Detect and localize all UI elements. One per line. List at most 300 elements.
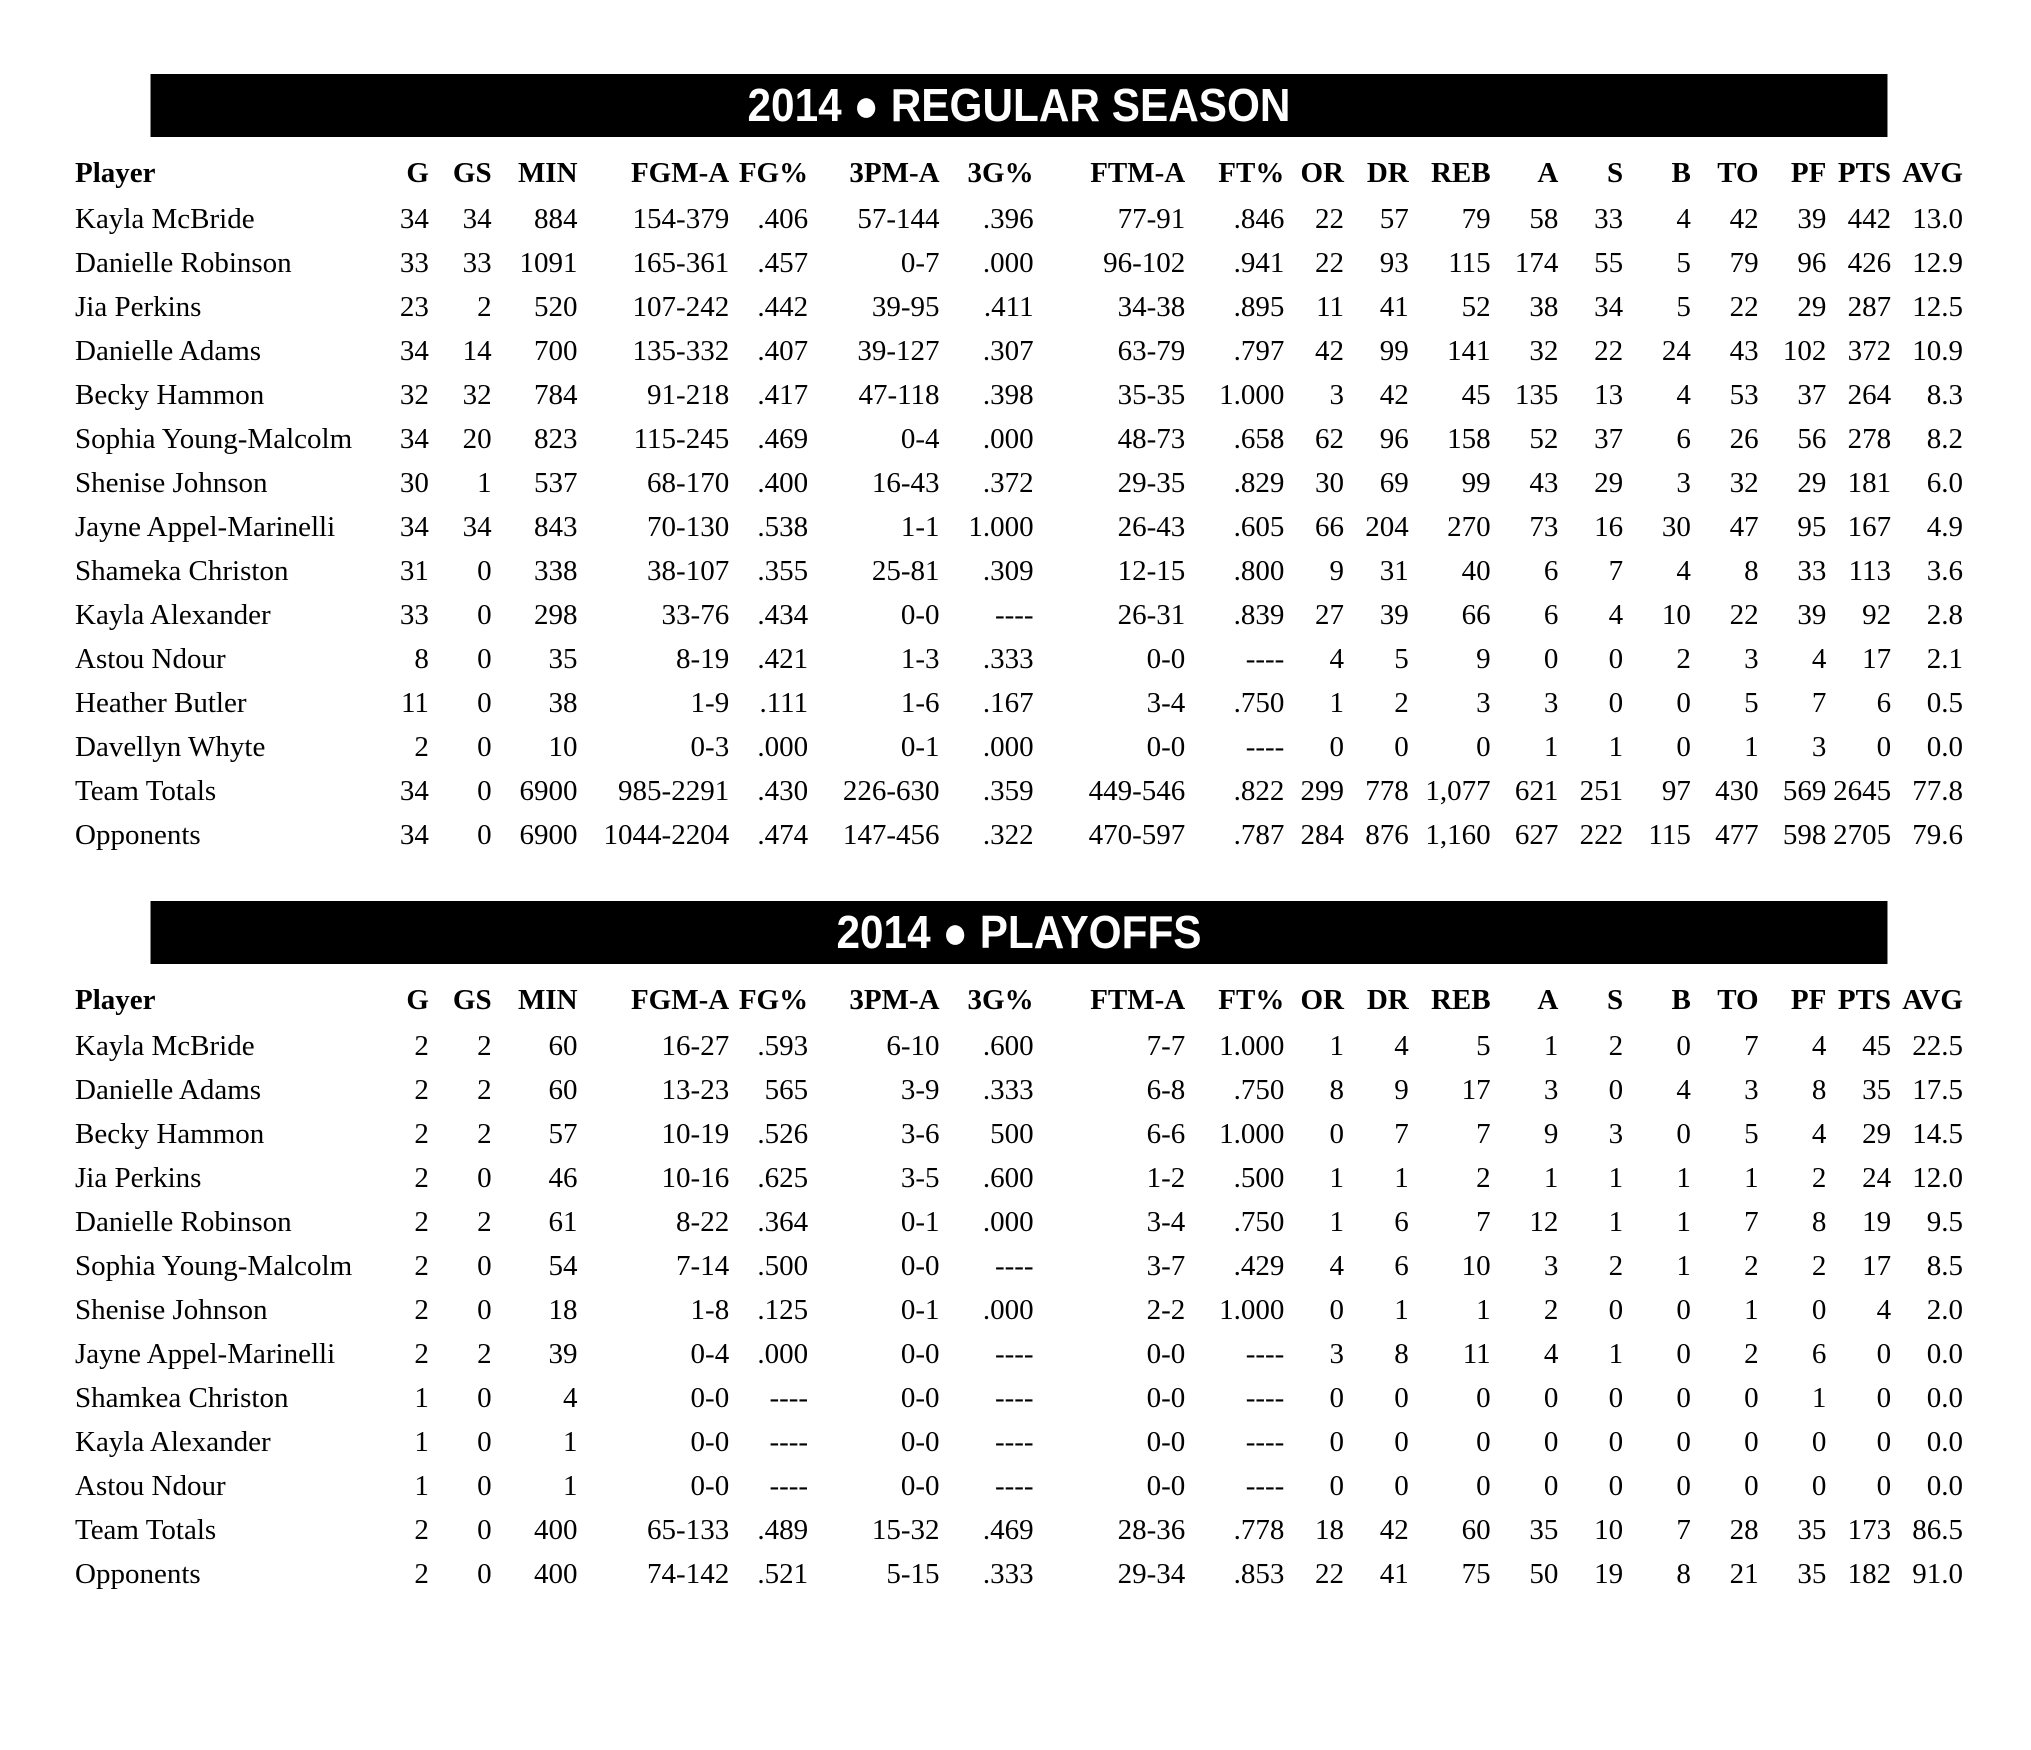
stat-cell: 0-1 xyxy=(900,1294,940,1326)
column-header: PF xyxy=(1790,157,1827,189)
stat-cell: 24 xyxy=(1661,335,1691,367)
stat-cell: 7-14 xyxy=(676,1250,730,1282)
stat-cell: 35 xyxy=(1862,1074,1892,1106)
stat-cell: 2 xyxy=(414,1250,429,1282)
stat-cell: ---- xyxy=(994,1470,1034,1502)
stat-cell: 1.000 xyxy=(1219,1118,1285,1150)
stat-cell: 167 xyxy=(1847,511,1892,543)
stat-cell: 5 xyxy=(1676,291,1691,323)
header-row xyxy=(75,976,1963,1024)
stat-cell: 181 xyxy=(1847,467,1892,499)
stat-cell: .600 xyxy=(982,1162,1034,1194)
column-header: FG% xyxy=(738,984,809,1016)
stat-cell: 2 xyxy=(1394,687,1409,719)
stat-cell: 1 xyxy=(477,467,492,499)
stat-cell: 19 xyxy=(1862,1206,1892,1238)
stat-cell: 8 xyxy=(1811,1206,1827,1238)
stat-cell: 3 xyxy=(1543,687,1559,719)
stat-cell: 621 xyxy=(1514,775,1559,807)
stat-cell: 2 xyxy=(414,1074,429,1106)
stat-cell: .593 xyxy=(757,1030,809,1062)
stat-cell: 843 xyxy=(534,511,578,543)
stat-cell: 0 xyxy=(1608,1294,1624,1326)
stat-cell: 22 xyxy=(1315,1558,1344,1590)
stat-cell: 1 xyxy=(1676,1162,1691,1194)
stat-cell: ---- xyxy=(994,599,1034,631)
stat-cell: 7 xyxy=(1476,1118,1491,1150)
stat-cell: .625 xyxy=(757,1162,809,1194)
stat-cell: 79 xyxy=(1461,203,1491,235)
stat-cell: 30 xyxy=(1315,467,1344,499)
stat-cell: 477 xyxy=(1715,819,1759,851)
stat-cell: 8 xyxy=(1394,1338,1409,1370)
stat-cell: 15-32 xyxy=(871,1514,940,1546)
player-name-cell: Jia Perkins xyxy=(75,291,202,323)
stat-cell: 500 xyxy=(990,1118,1034,1150)
stat-cell: 1 xyxy=(1543,1162,1559,1194)
stat-cell: .406 xyxy=(757,203,809,235)
table-row xyxy=(75,1508,1963,1552)
stat-cell: 1 xyxy=(414,1382,429,1414)
stat-cell: 0-0 xyxy=(900,1382,940,1414)
stat-cell: 3 xyxy=(1676,467,1691,499)
stat-cell: 2.8 xyxy=(1926,599,1963,631)
stat-cell: 0 xyxy=(477,599,492,631)
stat-cell: 60 xyxy=(548,1030,578,1062)
stat-cell: 147-456 xyxy=(842,819,940,851)
stat-cell: 1-1 xyxy=(900,511,940,543)
stat-cell: .333 xyxy=(982,1558,1034,1590)
stat-cell: 372 xyxy=(1847,335,1892,367)
stat-cell: 12.5 xyxy=(1912,291,1963,323)
stat-cell: 0 xyxy=(1329,1118,1344,1150)
stat-cell: ---- xyxy=(1245,731,1285,763)
stat-cell: 7 xyxy=(1811,687,1827,719)
player-name-cell: Heather Butler xyxy=(75,687,247,719)
stat-cell: 3 xyxy=(1744,643,1759,675)
player-name-cell: Shenise Johnson xyxy=(75,1294,268,1326)
stat-cell: 0.0 xyxy=(1926,1338,1963,1370)
stat-cell: 43 xyxy=(1529,467,1559,499)
stat-cell: 2 xyxy=(477,1338,492,1370)
stat-cell: 69 xyxy=(1379,467,1409,499)
stat-cell: 6-6 xyxy=(1146,1118,1186,1150)
stat-cell: 99 xyxy=(1461,467,1491,499)
stat-cell: 0 xyxy=(1329,731,1344,763)
stat-cell: 9 xyxy=(1329,555,1344,587)
stat-cell: 6900 xyxy=(519,775,578,807)
column-header: B xyxy=(1671,157,1691,189)
column-header-player: Player xyxy=(75,984,156,1016)
stat-cell: 34-38 xyxy=(1117,291,1186,323)
stat-cell: 33 xyxy=(462,247,492,279)
table-row xyxy=(75,329,1963,373)
stat-cell: 66 xyxy=(1461,599,1491,631)
stat-cell: 9 xyxy=(1476,643,1491,675)
stat-cell: 33 xyxy=(399,599,429,631)
stat-cell: 7 xyxy=(1676,1514,1691,1546)
column-header: PF xyxy=(1790,984,1827,1016)
stat-cell: 16 xyxy=(1594,511,1624,543)
column-header: A xyxy=(1537,984,1559,1016)
stat-cell: 8 xyxy=(1329,1074,1344,1106)
stat-cell: 470-597 xyxy=(1088,819,1186,851)
stat-cell: 40 xyxy=(1461,555,1491,587)
stat-cell: 2 xyxy=(414,1558,429,1590)
stat-cell: 1 xyxy=(1608,1206,1624,1238)
column-header: FTM-A xyxy=(1090,157,1186,189)
player-name-cell: Jia Perkins xyxy=(75,1162,202,1194)
stat-cell: 99 xyxy=(1379,335,1409,367)
stat-cell: 0.0 xyxy=(1926,1382,1963,1414)
stat-cell: 8 xyxy=(1676,1558,1691,1590)
stat-cell: 0-0 xyxy=(900,599,940,631)
stat-cell: 1.000 xyxy=(1219,1030,1285,1062)
stat-cell: 1 xyxy=(1394,1294,1409,1326)
stat-cell: .521 xyxy=(757,1558,809,1590)
stat-cell: .000 xyxy=(982,731,1034,763)
player-name-cell: Opponents xyxy=(75,1558,201,1590)
stat-cell: 1 xyxy=(414,1426,429,1458)
stat-cell: 29 xyxy=(1797,467,1827,499)
stat-cell: 0 xyxy=(1394,1426,1409,1458)
stat-cell: 32 xyxy=(462,379,492,411)
stat-cell: 77.8 xyxy=(1912,775,1963,807)
stat-cell: 0 xyxy=(1744,1382,1759,1414)
stat-cell: 0-0 xyxy=(1146,643,1186,675)
table-row xyxy=(75,549,1963,593)
stat-cell: 0 xyxy=(477,1514,492,1546)
stat-cell: 35 xyxy=(1529,1514,1559,1546)
stat-cell: .750 xyxy=(1233,1206,1285,1238)
stat-cell: 13-23 xyxy=(661,1074,730,1106)
stat-cell: 113 xyxy=(1848,555,1892,587)
stat-cell: 42 xyxy=(1379,1514,1409,1546)
stat-cell: 0 xyxy=(1476,1382,1491,1414)
stat-cell: 55 xyxy=(1594,247,1624,279)
stat-cell: .396 xyxy=(982,203,1034,235)
stat-cell: 1.000 xyxy=(968,511,1034,543)
stat-cell: 47-118 xyxy=(858,379,940,411)
stat-cell: 884 xyxy=(534,203,578,235)
stat-cell: 2 xyxy=(414,1338,429,1370)
table-row xyxy=(75,1332,1963,1376)
stat-cell: ---- xyxy=(1245,1338,1285,1370)
player-name-cell: Danielle Adams xyxy=(75,1074,262,1106)
stat-cell: 39 xyxy=(548,1338,578,1370)
stat-cell: 204 xyxy=(1365,511,1409,543)
stat-cell: 0-0 xyxy=(900,1470,940,1502)
stat-cell: .434 xyxy=(757,599,809,631)
player-name-cell: Kayla Alexander xyxy=(75,1426,271,1458)
stat-cell: .411 xyxy=(983,291,1034,323)
stat-cell: 7 xyxy=(1744,1206,1759,1238)
column-header: REB xyxy=(1430,157,1491,189)
column-header: REB xyxy=(1430,984,1491,1016)
stat-cell: 26-43 xyxy=(1117,511,1186,543)
stat-cell: 876 xyxy=(1365,819,1409,851)
stat-cell: 4 xyxy=(563,1382,578,1414)
table-row xyxy=(75,241,1963,285)
column-header: 3PM-A xyxy=(849,984,940,1016)
stat-cell: .853 xyxy=(1233,1558,1285,1590)
stat-cell: 0-0 xyxy=(690,1382,730,1414)
stat-cell: 5 xyxy=(1394,643,1409,675)
player-name-cell: Jayne Appel-Marinelli xyxy=(75,1338,336,1370)
stat-cell: 6 xyxy=(1876,687,1892,719)
column-header: PTS xyxy=(1837,157,1892,189)
stat-cell: 1 xyxy=(563,1470,578,1502)
stat-cell: 22.5 xyxy=(1912,1030,1963,1062)
stat-cell: 1-8 xyxy=(690,1294,730,1326)
stat-cell: 30 xyxy=(1661,511,1691,543)
stat-cell: 1.000 xyxy=(1219,1294,1285,1326)
stat-cell: 0-0 xyxy=(900,1426,940,1458)
stat-cell: ---- xyxy=(1245,643,1285,675)
stat-cell: 41 xyxy=(1379,1558,1409,1590)
stat-cell: 8 xyxy=(1811,1074,1827,1106)
stat-cell: 0 xyxy=(1676,1030,1691,1062)
stat-cell: 0 xyxy=(477,1470,492,1502)
stat-cell: 0 xyxy=(1329,1426,1344,1458)
stat-cell: 2 xyxy=(1744,1338,1759,1370)
stat-cell: 7 xyxy=(1394,1118,1409,1150)
stat-cell: 1-6 xyxy=(900,687,940,719)
stat-cell: ---- xyxy=(994,1250,1034,1282)
stat-cell: .429 xyxy=(1233,1250,1285,1282)
stat-cell: 3-4 xyxy=(1146,687,1186,719)
stat-cell: 985-2291 xyxy=(618,775,730,807)
stat-cell: 115 xyxy=(1648,819,1691,851)
stat-cell: 3.6 xyxy=(1926,555,1963,587)
stat-cell: 14.5 xyxy=(1912,1118,1963,1150)
stat-cell: .421 xyxy=(757,643,809,675)
stat-cell: 1-3 xyxy=(900,643,940,675)
player-name-cell: Astou Ndour xyxy=(75,1470,226,1502)
playoffs-title: 2014 ● PLAYOFFS xyxy=(151,901,1888,964)
stat-cell: 42 xyxy=(1379,379,1409,411)
stat-cell: 26 xyxy=(1729,423,1759,455)
stat-cell: 1 xyxy=(1543,1030,1559,1062)
stat-cell: 154-379 xyxy=(632,203,730,235)
stat-cell: 39 xyxy=(1379,599,1409,631)
column-header: FTM-A xyxy=(1090,984,1186,1016)
stat-cell: .400 xyxy=(757,467,809,499)
stat-cell: .839 xyxy=(1233,599,1285,631)
stat-cell: 3 xyxy=(1811,731,1827,763)
stat-cell: 0 xyxy=(1744,1426,1759,1458)
stat-cell: 1 xyxy=(1329,1030,1344,1062)
stat-cell: 0.0 xyxy=(1926,1470,1963,1502)
stat-cell: 12.0 xyxy=(1912,1162,1963,1194)
player-name-cell: Kayla Alexander xyxy=(75,599,271,631)
table-row xyxy=(75,725,1963,769)
column-header: FG% xyxy=(738,157,809,189)
stat-cell: 1 xyxy=(563,1426,578,1458)
stat-cell: 107-242 xyxy=(632,291,730,323)
stat-cell: 520 xyxy=(534,291,578,323)
stat-cell: 66 xyxy=(1315,511,1344,543)
stat-cell: 5 xyxy=(1476,1030,1491,1062)
stat-cell: 158 xyxy=(1447,423,1491,455)
stat-cell: 2 xyxy=(1811,1162,1827,1194)
column-header: OR xyxy=(1300,984,1344,1016)
stat-cell: 0.5 xyxy=(1926,687,1963,719)
stat-cell: 778 xyxy=(1365,775,1409,807)
stat-cell: 0 xyxy=(1676,1382,1691,1414)
stat-cell: 17 xyxy=(1862,1250,1892,1282)
stat-cell: 38 xyxy=(1529,291,1559,323)
stat-cell: 2 xyxy=(1744,1250,1759,1282)
stat-cell: 13 xyxy=(1594,379,1624,411)
stat-cell: 102 xyxy=(1782,335,1827,367)
table-row xyxy=(75,681,1963,725)
player-name-cell: Team Totals xyxy=(75,1514,217,1546)
stat-cell: 2705 xyxy=(1833,819,1892,851)
stat-cell: 0 xyxy=(1543,1382,1559,1414)
table-row xyxy=(75,461,1963,505)
stat-cell: .111 xyxy=(759,687,809,719)
stat-cell: 0 xyxy=(1811,1294,1827,1326)
player-name-cell: Shamkea Christon xyxy=(75,1382,289,1414)
stat-cell: .750 xyxy=(1233,1074,1285,1106)
stat-cell: 50 xyxy=(1529,1558,1559,1590)
stat-cell: 34 xyxy=(399,423,429,455)
stat-cell: 0 xyxy=(1608,1426,1624,1458)
stat-cell: .500 xyxy=(757,1250,809,1282)
stat-cell: 0 xyxy=(1876,1426,1892,1458)
column-header: FGM-A xyxy=(630,157,730,189)
stat-cell: 22 xyxy=(1315,203,1344,235)
stat-cell: 0 xyxy=(477,775,492,807)
stat-cell: 1 xyxy=(1329,1206,1344,1238)
stat-cell: 0-7 xyxy=(900,247,940,279)
stat-cell: 77-91 xyxy=(1117,203,1186,235)
stat-cell: 54 xyxy=(548,1250,578,1282)
player-name-cell: Astou Ndour xyxy=(75,643,226,675)
stat-cell: .778 xyxy=(1233,1514,1285,1546)
stat-cell: .800 xyxy=(1233,555,1285,587)
stat-cell: 37 xyxy=(1594,423,1624,455)
stat-cell: .125 xyxy=(757,1294,809,1326)
stat-cell: 79.6 xyxy=(1912,819,1963,851)
table-row xyxy=(75,593,1963,637)
stat-cell: 264 xyxy=(1847,379,1892,411)
stat-cell: 8.5 xyxy=(1926,1250,1963,1282)
header-row xyxy=(75,149,1963,197)
stat-cell: 165-361 xyxy=(632,247,730,279)
stat-cell: 2 xyxy=(477,1074,492,1106)
stat-cell: 47 xyxy=(1729,511,1759,543)
stat-cell: 0 xyxy=(1543,643,1559,675)
stat-cell: .787 xyxy=(1233,819,1285,851)
stat-cell: 2 xyxy=(414,1206,429,1238)
stat-cell: .600 xyxy=(982,1030,1034,1062)
stat-cell: 400 xyxy=(534,1514,578,1546)
stat-cell: 14 xyxy=(462,335,492,367)
stat-cell: 0 xyxy=(477,1426,492,1458)
stat-cell: 32 xyxy=(1729,467,1759,499)
stat-cell: 32 xyxy=(1529,335,1559,367)
stat-cell: 0 xyxy=(1608,1382,1624,1414)
stat-cell: 4 xyxy=(1329,643,1344,675)
stat-cell: 1 xyxy=(1329,1162,1344,1194)
stat-cell: 29-35 xyxy=(1117,467,1186,499)
stat-cell: 11 xyxy=(1316,291,1344,323)
stat-cell: 32 xyxy=(399,379,429,411)
stat-cell: .000 xyxy=(982,1294,1034,1326)
table-row xyxy=(75,1288,1963,1332)
stat-cell: 284 xyxy=(1300,819,1344,851)
stat-cell: 11 xyxy=(400,687,429,719)
stat-cell: .797 xyxy=(1233,335,1285,367)
stat-cell: .417 xyxy=(757,379,809,411)
stat-cell: 39 xyxy=(1797,599,1827,631)
stat-cell: 0-1 xyxy=(900,731,940,763)
stat-cell: 20 xyxy=(462,423,492,455)
player-name-cell: Shameka Christon xyxy=(75,555,289,587)
stat-cell: 0-0 xyxy=(1146,1470,1186,1502)
stat-cell: .398 xyxy=(982,379,1034,411)
stat-cell: 784 xyxy=(534,379,578,411)
stat-cell: 56 xyxy=(1797,423,1827,455)
stat-cell: 22 xyxy=(1729,599,1759,631)
stat-cell: ---- xyxy=(769,1426,809,1458)
stat-cell: 0 xyxy=(1476,1470,1491,1502)
stat-cell: 0-4 xyxy=(690,1338,730,1370)
stat-cell: 2 xyxy=(414,1294,429,1326)
stat-cell: 52 xyxy=(1461,291,1491,323)
stat-cell: 9 xyxy=(1543,1118,1559,1150)
stat-cell: 79 xyxy=(1729,247,1759,279)
stat-cell: 222 xyxy=(1579,819,1624,851)
stat-cell: 2645 xyxy=(1833,775,1892,807)
stat-cell: .309 xyxy=(982,555,1034,587)
stat-cell: 18 xyxy=(1315,1514,1344,1546)
stat-cell: 3-9 xyxy=(900,1074,940,1106)
stat-cell: 3 xyxy=(1608,1118,1624,1150)
stat-cell: 5 xyxy=(1744,1118,1759,1150)
stat-cell: 35-35 xyxy=(1117,379,1186,411)
stat-cell: 6 xyxy=(1676,423,1691,455)
stat-cell: 298 xyxy=(534,599,578,631)
stat-cell: ---- xyxy=(994,1426,1034,1458)
stat-cell: 68-170 xyxy=(647,467,730,499)
stat-cell: 12-15 xyxy=(1117,555,1186,587)
stat-cell: 0 xyxy=(1676,1426,1691,1458)
table-row xyxy=(75,417,1963,461)
stat-cell: ---- xyxy=(769,1470,809,1502)
stat-cell: 0 xyxy=(1676,1338,1691,1370)
stat-cell: 11 xyxy=(1462,1338,1491,1370)
stat-cell: .474 xyxy=(757,819,809,851)
stat-cell: 338 xyxy=(534,555,578,587)
playoffs-section xyxy=(75,901,1963,1596)
stat-cell: .658 xyxy=(1233,423,1285,455)
playoffs-table xyxy=(75,976,1963,1596)
stat-cell: 35 xyxy=(1797,1558,1827,1590)
stat-cell: 0 xyxy=(1394,1470,1409,1502)
stat-cell: 2 xyxy=(1676,643,1691,675)
stat-cell: 34 xyxy=(399,819,429,851)
stat-cell: 1 xyxy=(1744,1294,1759,1326)
column-header: DR xyxy=(1366,984,1409,1016)
stat-cell: 1.000 xyxy=(1219,379,1285,411)
stat-cell: 135 xyxy=(1514,379,1559,411)
stat-cell: 1 xyxy=(1811,1382,1827,1414)
stat-cell: 135-332 xyxy=(632,335,730,367)
stat-cell: .846 xyxy=(1233,203,1285,235)
